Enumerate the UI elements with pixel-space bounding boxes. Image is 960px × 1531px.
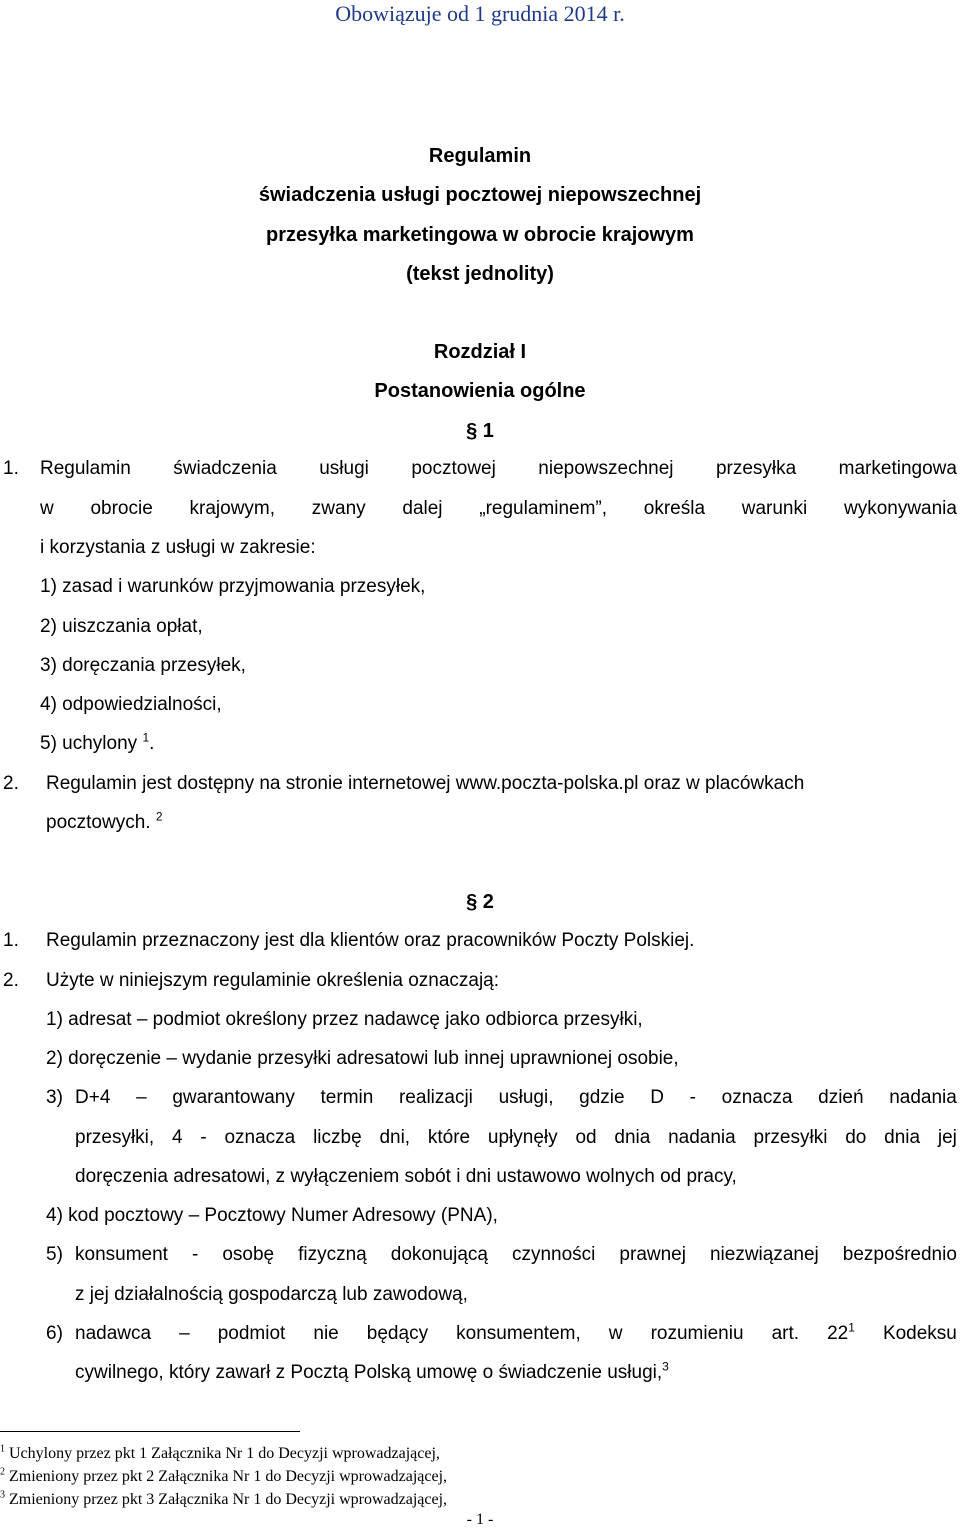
s2-def-5-number: 5) <box>46 1244 63 1265</box>
footnote-1-number: 1 <box>0 1443 5 1455</box>
s2-def-1: 1) adresat – podmiot określony przez nadawcę jako odbiorca przesyłki, <box>46 1009 643 1030</box>
section-1-mark: § 1 <box>466 420 494 442</box>
s1-item-3: 3) doręczania przesyłek, <box>40 655 246 676</box>
s2-def-6-article-superscript: 1 <box>848 1320 855 1335</box>
s2-def-6-w4: będący <box>366 1323 429 1344</box>
s1-p1-line-1-word: świadczenia <box>173 458 277 479</box>
s1-p1-line-1-word: marketingowa <box>838 458 957 479</box>
s2-def-3-line-1-word: usługi, <box>498 1087 554 1108</box>
s2-def-6-article-number: 22 <box>827 1323 849 1344</box>
footnote-3-text: Zmieniony przez pkt 3 Załącznika Nr 1 do Decyzji wprowadzającej, <box>9 1491 448 1508</box>
s2-def-3-line-1-word: termin <box>320 1087 374 1108</box>
s2-def-5-line-1-word: osobę <box>222 1244 275 1265</box>
s2-def-5-line-1-word: dokonującą <box>390 1244 488 1265</box>
s2-def-5-line-1-word: niezwiązanej <box>709 1244 819 1265</box>
s2-def-3-line-3: doręczenia adresatowi, z wyłączeniem sobót i dni ustawowo wolnych od pracy, <box>75 1166 737 1187</box>
s2-def-6-kodeksu: Kodeksu <box>882 1323 957 1344</box>
s1-item-2: 2) uiszczania opłat, <box>40 616 203 637</box>
footnote-1 <box>0 1444 440 1464</box>
page-number: - 1 - <box>466 1511 494 1528</box>
s2-def-3-line-2-word: jej <box>937 1127 957 1148</box>
s2-def-3-line-2-word: - <box>200 1127 207 1148</box>
s2-def-3-line-1-word: oznacza <box>721 1087 793 1108</box>
s2-def-3-line-2-word: dnia <box>884 1127 921 1148</box>
footnote-2-number: 2 <box>0 1466 5 1478</box>
s2-def-3-line-2-word: upłynęły <box>487 1127 558 1148</box>
s2-def-3-line-2-word: do <box>845 1127 867 1148</box>
s1-p1-line-2-word: w <box>40 498 54 519</box>
s1-item-4: 4) odpowiedzialności, <box>40 694 222 715</box>
chapter-number: Rozdział I <box>433 341 527 363</box>
s2-def-3-line-2 <box>75 1125 957 1151</box>
s1-p2-line-1: Regulamin jest dostępny na stronie internetowej www.poczta-polska.pl oraz w placówkach <box>46 773 805 794</box>
footnote-ref-2: 2 <box>155 809 163 824</box>
footnote-1-text: Uchylony przez pkt 1 Załącznika Nr 1 do Decyzji wprowadzającej, <box>9 1445 440 1462</box>
footnote-2 <box>0 1467 447 1487</box>
s2-def-6-w5: konsumentem, <box>456 1323 581 1344</box>
s1-p1-line-2-word: wykonywania <box>843 498 957 519</box>
s1-p1-line-1-word: niepowszechnej <box>538 458 674 479</box>
s1-p1-line-2-word: „regulaminem”, <box>479 498 608 519</box>
s2-def-3-line-1-word: gdzie <box>579 1087 625 1108</box>
s2-def-6-w8: art. <box>771 1323 800 1344</box>
s2-def-3-line-2-word: dni, <box>379 1127 411 1148</box>
title-line-2: świadczenia usługi pocztowej niepowszechnej <box>258 184 702 206</box>
s2-def-6-number: 6) <box>46 1323 63 1344</box>
footnote-ref-3: 3 <box>662 1359 669 1374</box>
s2-def-5-line-1-word: konsument <box>75 1244 168 1265</box>
s2-def-3-line-2-word: nadania <box>668 1127 736 1148</box>
s2-def-3-line-1-word: D <box>650 1087 664 1108</box>
s2-p1-number: 1. <box>3 930 19 951</box>
s2-def-3-line-2-word: od <box>575 1127 597 1148</box>
s2-def-6-w2: podmiot <box>217 1323 286 1344</box>
s2-def-3-number: 3) <box>46 1087 63 1108</box>
s1-p1-line-2-word: warunki <box>741 498 808 519</box>
s2-def-5-line-1-word: czynności <box>511 1244 596 1265</box>
s2-def-3-line-1-word: gwarantowany <box>172 1087 295 1108</box>
chapter-name: Postanowienia ogólne <box>374 380 586 402</box>
s1-p1-line-2-word: obrocie <box>90 498 153 519</box>
s1-p2-line-2 <box>46 810 163 836</box>
title-line-3: przesyłka marketingowa w obrocie krajowym <box>266 224 694 246</box>
s1-item-1: 1) zasad i warunków przyjmowania przesyłek, <box>40 576 426 597</box>
s2-def-6-line-2 <box>75 1360 669 1386</box>
s1-item-5 <box>40 731 154 757</box>
s2-def-5-line-1-word: - <box>191 1244 199 1265</box>
s2-def-6-w6: w <box>608 1323 623 1344</box>
s1-p1-line-1-word: Regulamin <box>40 458 131 479</box>
s2-p2-number: 2. <box>3 970 19 991</box>
s2-def-3-line-2-word: 4 <box>171 1127 183 1148</box>
s1-p1-line-3: i korzystania z usługi w zakresie: <box>40 537 316 558</box>
s2-def-5-line-1-word: fizyczną <box>298 1244 367 1265</box>
s2-p2-text: Użyte w niniejszym regulaminie określenia oznaczają: <box>46 970 500 991</box>
s2-def-3-line-1-word: nadania <box>889 1087 957 1108</box>
s2-def-3-line-1-word: dzień <box>818 1087 864 1108</box>
s1-p2-number: 2. <box>3 773 19 794</box>
s1-p1-line-1-word: pocztowej <box>411 458 496 479</box>
footnote-2-text: Zmieniony przez pkt 2 Załącznika Nr 1 do Decyzji wprowadzającej, <box>9 1468 448 1485</box>
s2-p1-text: Regulamin przeznaczony jest dla klientów oraz pracowników Poczty Polskiej. <box>46 930 695 951</box>
footnote-3 <box>0 1490 447 1510</box>
s1-item-5-text: 5) uchylony <box>40 733 138 754</box>
s2-def-5-line-1-word: prawnej <box>619 1244 686 1265</box>
s2-def-6-line-2-text: cywilnego, który zawarł z Pocztą Polską umowę o świadczenie usługi, <box>75 1362 663 1383</box>
s2-def-6-w3: nie <box>313 1323 339 1344</box>
s2-def-6-article <box>827 1321 855 1347</box>
s2-def-6-w0: nadawca <box>75 1323 152 1344</box>
footnote-separator <box>0 1431 300 1432</box>
s2-def-5-line-2: z jej działalnością gospodarczą lub zawodową, <box>75 1284 468 1305</box>
s2-def-3-line-2-word: które <box>427 1127 471 1148</box>
s1-p1-line-2-word: określa <box>643 498 706 519</box>
s2-def-6-line-1 <box>75 1321 957 1347</box>
s1-p1-line-2-word: zwany <box>311 498 366 519</box>
effective-date-header: Obowiązuje od 1 grudnia 2014 r. <box>335 1 625 26</box>
s1-p1-line-1-word: usługi <box>319 458 369 479</box>
title-line-4: (tekst jednolity) <box>406 263 554 285</box>
s1-p2-line-2-text: pocztowych. <box>46 812 151 833</box>
section-2-mark: § 2 <box>466 891 494 913</box>
s2-def-3-line-1-word: D+4 <box>75 1087 111 1108</box>
footnote-ref-1: 1 <box>142 730 150 745</box>
s2-def-3-line-2-word: przesyłki, <box>75 1127 155 1148</box>
s2-def-3-line-2-word: liczbę <box>313 1127 362 1148</box>
s1-p1-line-1 <box>40 456 957 482</box>
s2-def-3-line-1-word: realizacji <box>398 1087 473 1108</box>
s2-def-6-w1: – <box>179 1323 190 1344</box>
s2-def-3-line-1 <box>75 1085 957 1111</box>
s1-item-5-end: . <box>149 733 155 754</box>
s2-def-3-line-2-word: dnia <box>614 1127 651 1148</box>
s2-def-2: 2) doręczenie – wydanie przesyłki adresatowi lub innej uprawnionej osobie, <box>46 1048 679 1069</box>
s2-def-3-line-1-word: - <box>689 1087 696 1108</box>
s1-p1-line-1-word: przesyłka <box>715 458 797 479</box>
s2-def-5-line-1 <box>75 1242 957 1268</box>
s2-def-6-w7: rozumieniu <box>650 1323 744 1344</box>
s1-p1-line-2-word: dalej <box>402 498 443 519</box>
s2-def-5-line-1-word: bezpośrednio <box>842 1244 957 1265</box>
s1-p1-line-2 <box>40 496 957 522</box>
s1-p1-number: 1. <box>3 458 19 479</box>
title-line-1: Regulamin <box>428 145 532 167</box>
footnote-3-number: 3 <box>0 1489 5 1501</box>
s2-def-3-line-2-word: przesyłki <box>753 1127 828 1148</box>
s2-def-3-line-1-word: – <box>136 1087 147 1108</box>
s2-def-4: 4) kod pocztowy – Pocztowy Numer Adresowy (PNA), <box>46 1205 498 1226</box>
s1-p1-line-2-word: krajowym, <box>189 498 276 519</box>
s2-def-3-line-2-word: oznacza <box>224 1127 296 1148</box>
